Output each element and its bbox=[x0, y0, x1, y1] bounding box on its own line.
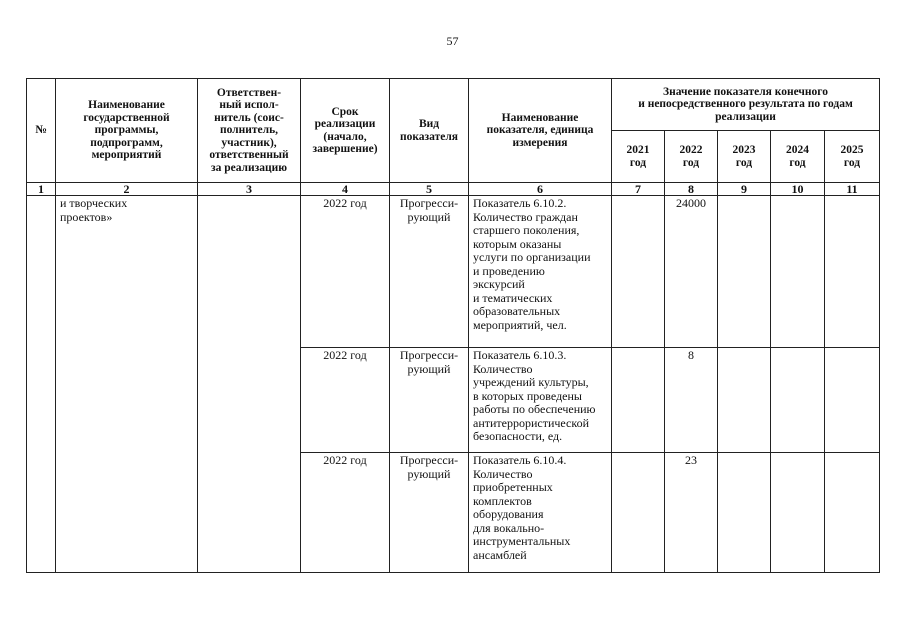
header-no: № bbox=[27, 79, 56, 183]
header-year-2022: 2022 год bbox=[665, 131, 718, 183]
value-2024 bbox=[771, 196, 825, 348]
header-year-2024: 2024 год bbox=[771, 131, 825, 183]
header-year-2021: 2021 год bbox=[612, 131, 665, 183]
value-2024 bbox=[771, 453, 825, 573]
column-number: 10 bbox=[771, 183, 825, 196]
period-cell: 2022 год bbox=[301, 196, 390, 348]
column-number: 4 bbox=[301, 183, 390, 196]
column-number: 9 bbox=[718, 183, 771, 196]
page-number: 57 bbox=[446, 34, 459, 48]
column-number: 1 bbox=[27, 183, 56, 196]
value-2022: 24000 bbox=[665, 196, 718, 348]
indicator-table bbox=[26, 78, 880, 573]
column-number: 6 bbox=[469, 183, 612, 196]
column-number: 3 bbox=[198, 183, 301, 196]
value-2023 bbox=[718, 196, 771, 348]
header-type: Вид показателя bbox=[390, 79, 469, 183]
value-2025 bbox=[825, 348, 880, 453]
value-2021 bbox=[612, 348, 665, 453]
column-number: 7 bbox=[612, 183, 665, 196]
period-cell: 2022 год bbox=[301, 453, 390, 573]
column-number: 5 bbox=[390, 183, 469, 196]
header-values-group: Значение показателя конечного и непосредственного результата по годам реализации bbox=[612, 79, 880, 131]
program-cell: и творческих проектов» bbox=[56, 196, 198, 573]
column-number: 2 bbox=[56, 183, 198, 196]
value-2025 bbox=[825, 453, 880, 573]
type-cell: Прогресси- рующий bbox=[390, 453, 469, 573]
header-year-2025: 2025 год bbox=[825, 131, 880, 183]
value-2025 bbox=[825, 196, 880, 348]
value-2021 bbox=[612, 196, 665, 348]
value-2023 bbox=[718, 348, 771, 453]
table-row bbox=[27, 196, 880, 348]
row-no-cell bbox=[27, 196, 56, 573]
indicator-cell: Показатель 6.10.3. Количество учреждений культуры, в которых проведены работы по обеспечению антитеррористической безопасности, ед. bbox=[469, 348, 612, 453]
column-number: 11 bbox=[825, 183, 880, 196]
type-cell: Прогресси- рующий bbox=[390, 348, 469, 453]
value-2022: 8 bbox=[665, 348, 718, 453]
header-responsible: Ответствен- ный испол- нитель (соис- полнитель, участник), ответственный за реализацию bbox=[198, 79, 301, 183]
value-2021 bbox=[612, 453, 665, 573]
type-cell: Прогресси- рующий bbox=[390, 196, 469, 348]
value-2023 bbox=[718, 453, 771, 573]
column-number: 8 bbox=[665, 183, 718, 196]
column-number-row bbox=[27, 183, 880, 196]
period-cell: 2022 год bbox=[301, 348, 390, 453]
indicator-cell: Показатель 6.10.2. Количество граждан старшего поколения, которым оказаны услуги по организации и проведению экскурсий и тематических образовательных мероприятий, чел. bbox=[469, 196, 612, 348]
header-period: Срок реализации (начало, завершение) bbox=[301, 79, 390, 183]
value-2024 bbox=[771, 348, 825, 453]
value-2022: 23 bbox=[665, 453, 718, 573]
responsible-cell bbox=[198, 196, 301, 573]
header-indicator: Наименование показателя, единица измерения bbox=[469, 79, 612, 183]
header-program: Наименование государственной программы, подпрограмм, мероприятий bbox=[56, 79, 198, 183]
indicator-cell: Показатель 6.10.4. Количество приобретенных комплектов оборудования для вокально- инструментальных ансамблей bbox=[469, 453, 612, 573]
header-year-2023: 2023 год bbox=[718, 131, 771, 183]
